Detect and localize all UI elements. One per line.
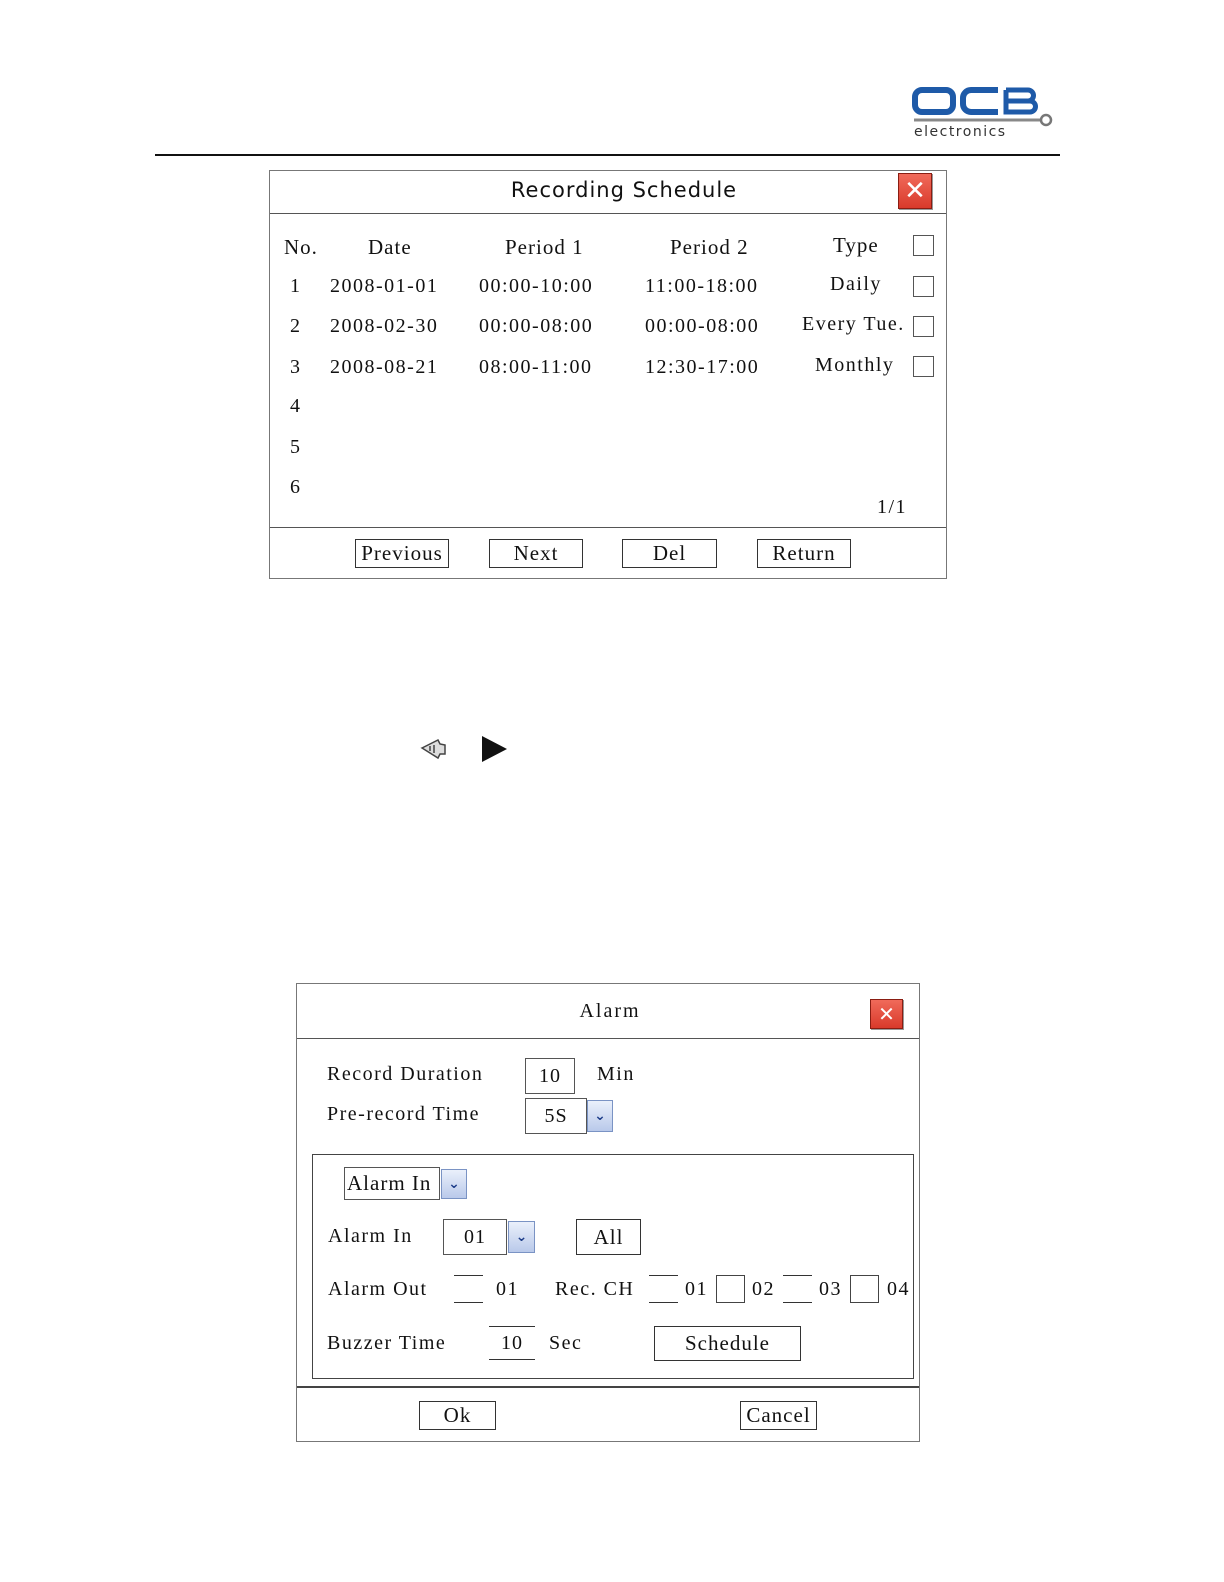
alarm-dialog — [296, 983, 920, 1442]
button-bar-divider — [270, 527, 946, 528]
close-button[interactable] — [870, 999, 903, 1029]
record-duration-unit: Min — [597, 1063, 635, 1085]
row-checkbox[interactable] — [913, 356, 934, 377]
column-header-no: No. — [284, 235, 318, 259]
rec-ch-label-04: 04 — [887, 1278, 910, 1300]
buzzer-time-input[interactable]: 10 — [489, 1326, 535, 1360]
dialog-title: Alarm — [579, 1000, 641, 1022]
rec-ch-label-02: 02 — [752, 1278, 775, 1300]
alarm-in-label: Alarm In — [328, 1225, 413, 1247]
row-date: 2008-01-01 — [330, 275, 439, 297]
delete-button[interactable]: Del — [622, 539, 717, 568]
row-number: 6 — [290, 476, 302, 498]
rec-ch-checkbox[interactable] — [850, 1275, 879, 1303]
cancel-button[interactable]: Cancel — [740, 1401, 817, 1430]
row-period2: 12:30-17:00 — [645, 356, 760, 378]
alarm-out-channel: 01 — [496, 1278, 519, 1300]
row-number: 2 — [290, 315, 302, 337]
close-button[interactable] — [898, 173, 932, 209]
next-button[interactable]: Next — [489, 539, 583, 568]
chevron-down-icon[interactable]: ⌄ — [587, 1100, 613, 1132]
recording-schedule-dialog — [269, 170, 947, 579]
alarm-in-value: 01 — [443, 1219, 507, 1255]
record-duration-label: Record Duration — [327, 1063, 484, 1085]
row-period1: 08:00-11:00 — [479, 356, 593, 378]
row-period2: 11:00-18:00 — [645, 275, 759, 297]
record-duration-input[interactable]: 10 — [525, 1058, 575, 1094]
column-header-period1: Period 1 — [505, 235, 584, 259]
alarm-in-select[interactable] — [443, 1219, 537, 1255]
ok-button[interactable]: Ok — [419, 1401, 496, 1430]
rec-ch-label-03: 03 — [819, 1278, 842, 1300]
rec-ch-checkbox[interactable] — [649, 1275, 678, 1303]
prerecord-time-value: 5S — [525, 1098, 587, 1134]
button-bar-divider — [297, 1386, 919, 1388]
row-checkbox[interactable] — [913, 316, 934, 337]
page-indicator: 1/1 — [877, 496, 908, 518]
select-all-checkbox[interactable] — [913, 235, 934, 256]
header-divider — [155, 154, 1060, 156]
column-header-period2: Period 2 — [670, 235, 749, 259]
rec-ch-checkbox[interactable] — [783, 1275, 812, 1303]
row-period1: 00:00-10:00 — [479, 275, 594, 297]
row-date: 2008-02-30 — [330, 315, 439, 337]
return-button[interactable]: Return — [757, 539, 851, 568]
row-date: 2008-08-21 — [330, 356, 439, 378]
close-icon: ✕ — [904, 176, 926, 206]
buzzer-time-label: Buzzer Time — [327, 1332, 447, 1354]
row-number: 3 — [290, 356, 302, 378]
title-divider — [270, 213, 946, 214]
row-type: Monthly — [815, 354, 895, 376]
play-arrow-icon[interactable] — [480, 734, 508, 764]
row-number: 4 — [290, 395, 302, 417]
alarm-out-label: Alarm Out — [328, 1278, 428, 1300]
alarm-settings-group — [312, 1154, 914, 1379]
previous-button[interactable]: Previous — [355, 539, 449, 568]
chevron-down-icon[interactable]: ⌄ — [441, 1169, 467, 1199]
alarm-source-select[interactable] — [344, 1167, 470, 1200]
close-icon: ✕ — [878, 1002, 895, 1026]
row-checkbox[interactable] — [913, 276, 934, 297]
schedule-button[interactable]: Schedule — [654, 1326, 801, 1361]
rec-ch-label-01: 01 — [685, 1278, 708, 1300]
alarm-source-value: Alarm In — [344, 1167, 440, 1200]
chevron-down-icon[interactable]: ⌄ — [508, 1221, 535, 1253]
prerecord-time-label: Pre-record Time — [327, 1103, 481, 1125]
row-period2: 00:00-08:00 — [645, 315, 760, 337]
logo-subtitle: electronics — [914, 124, 1007, 140]
rec-ch-label: Rec. CH — [555, 1278, 635, 1300]
back-arrow-icon[interactable] — [418, 736, 448, 762]
row-type: Every Tue. — [802, 313, 905, 335]
buzzer-time-unit: Sec — [549, 1332, 583, 1354]
column-header-date: Date — [368, 235, 412, 259]
all-button[interactable]: All — [576, 1219, 641, 1255]
row-type: Daily — [830, 273, 882, 295]
row-number: 1 — [290, 275, 302, 297]
alarm-out-checkbox[interactable] — [454, 1275, 483, 1303]
ocb-logo — [912, 86, 1062, 144]
dialog-title: Recording Schedule — [510, 178, 738, 202]
row-number: 5 — [290, 436, 302, 458]
row-period1: 00:00-08:00 — [479, 315, 594, 337]
rec-ch-checkbox[interactable] — [716, 1275, 745, 1303]
column-header-type: Type — [833, 233, 879, 257]
prerecord-time-select[interactable] — [525, 1098, 615, 1134]
title-divider — [297, 1038, 919, 1039]
